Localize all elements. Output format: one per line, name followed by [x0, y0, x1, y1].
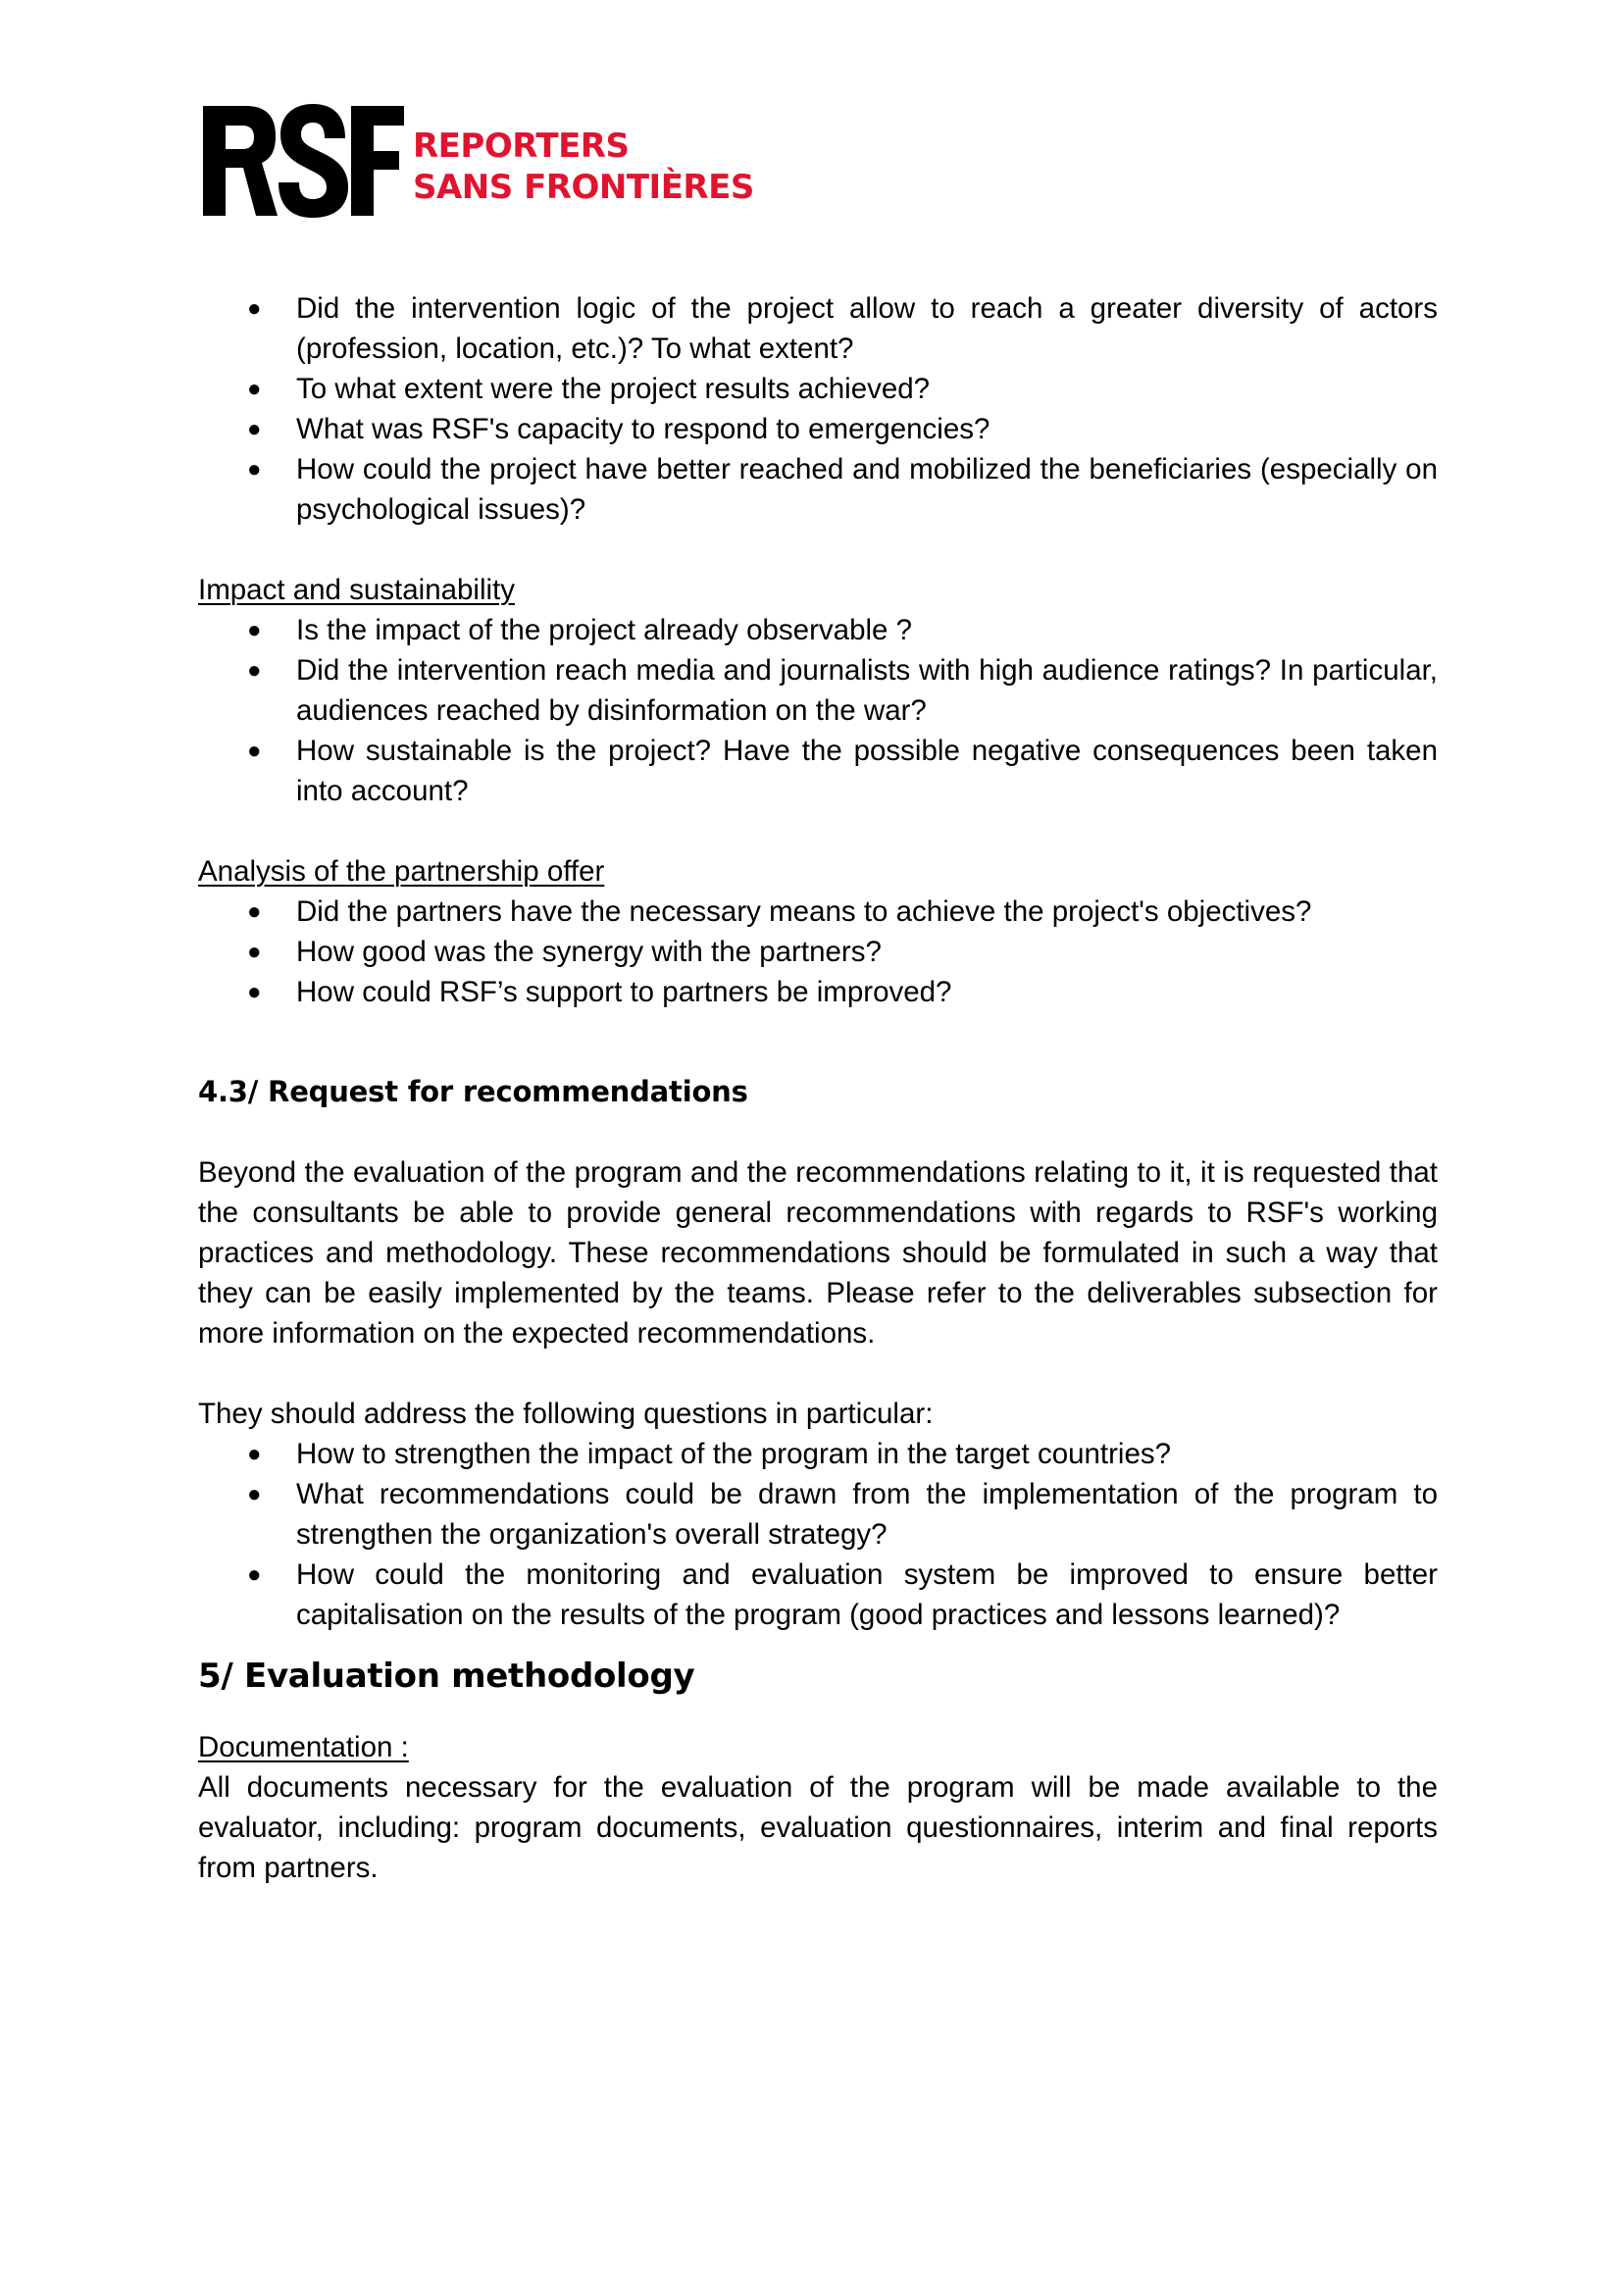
list-item-text: Did the intervention reach media and journalists with high audience ratings? In particular, audiences reached by disinformation on the war?: [296, 654, 1438, 727]
partnership-list: [198, 892, 1438, 1012]
list-item: [198, 369, 1438, 409]
logo-line-sans-frontieres: SANS FRONTIÈRES: [413, 168, 754, 207]
list-item: [198, 288, 1438, 369]
bullet-icon: ●: [247, 738, 262, 764]
list-item: [198, 1434, 1438, 1474]
partnership-heading: Analysis of the partnership offer: [198, 855, 605, 888]
list-item: [198, 610, 1438, 650]
list-item: [198, 972, 1438, 1012]
bullet-icon: ●: [247, 939, 262, 965]
list-item-text: Did the partners have the necessary means to achieve the project's objectives?: [296, 895, 1312, 928]
documentation-heading: Documentation :: [198, 1731, 409, 1763]
section-4-3-intro: They should address the following questions in particular:: [198, 1398, 934, 1430]
list-item-text: How could RSF’s support to partners be improved?: [296, 976, 952, 1008]
document-body: [198, 288, 1438, 1888]
bullet-icon: ●: [247, 416, 262, 442]
bullet-icon: ●: [247, 1441, 262, 1467]
list-item: [198, 1555, 1438, 1635]
bullet-icon: ●: [247, 1481, 262, 1507]
list-item: [198, 1474, 1438, 1555]
list-item: [198, 409, 1438, 449]
section-5-title: 5/ Evaluation methodology: [198, 1657, 695, 1696]
bullet-icon: ●: [247, 617, 262, 643]
list-item-text: How sustainable is the project? Have the possible negative consequences been taken into account?: [296, 735, 1438, 807]
list-item-text: How to strengthen the impact of the program in the target countries?: [296, 1438, 1172, 1470]
bullet-icon: ●: [247, 898, 262, 925]
effectiveness-list: [198, 288, 1438, 530]
documentation-paragraph: All documents necessary for the evaluation of the program will be made available to the evaluator, including: program documents, evaluation questionnaires, interim and final reports from partners.: [198, 1771, 1438, 1884]
rsf-logo-graphic: [203, 104, 754, 218]
rsf-logo: [203, 104, 754, 218]
bullet-icon: ●: [247, 979, 262, 1005]
list-item-text: To what extent were the project results achieved?: [296, 373, 931, 405]
recommendations-list: [198, 1434, 1438, 1635]
section-4-3-paragraph: Beyond the evaluation of the program and the recommendations relating to it, it is requested that the consultants be able to provide general recommendations with regards to RSF's working practices and methodology. These recommendations should be formulated in such a way that they can be easily implemented by the teams. Please refer to the deliverables subsection for more information on the expected recommendations.: [198, 1156, 1438, 1350]
bullet-icon: ●: [247, 1561, 262, 1588]
list-item-text: Is the impact of the project already observable ?: [296, 614, 913, 646]
section-4-3-title: 4.3/ Request for recommendations: [198, 1075, 748, 1108]
impact-list: [198, 610, 1438, 811]
list-item-text: How could the project have better reached and mobilized the beneficiaries (especially on psychological issues)?: [296, 453, 1438, 526]
impact-heading: Impact and sustainability: [198, 574, 516, 606]
list-item-text: What recommendations could be drawn from the implementation of the program to strengthen the organization's overall strategy?: [296, 1478, 1438, 1551]
bullet-icon: ●: [247, 295, 262, 322]
list-item: [198, 449, 1438, 530]
list-item: [198, 650, 1438, 731]
list-item-text: What was RSF's capacity to respond to emergencies?: [296, 413, 990, 445]
list-item: [198, 892, 1438, 932]
list-item: [198, 932, 1438, 972]
bullet-icon: ●: [247, 657, 262, 684]
bullet-icon: ●: [247, 456, 262, 483]
list-item-text: How good was the synergy with the partners?: [296, 936, 882, 968]
list-item-text: Did the intervention logic of the project allow to reach a greater diversity of actors (profession, location, etc.)? To what extent?: [296, 292, 1438, 365]
list-item: [198, 731, 1438, 811]
list-item-text: How could the monitoring and evaluation system be improved to ensure better capitalisation on the results of the program (good practices and lessons learned)?: [296, 1558, 1438, 1631]
bullet-icon: ●: [247, 376, 262, 402]
logo-line-reporters: REPORTERS: [413, 127, 630, 166]
